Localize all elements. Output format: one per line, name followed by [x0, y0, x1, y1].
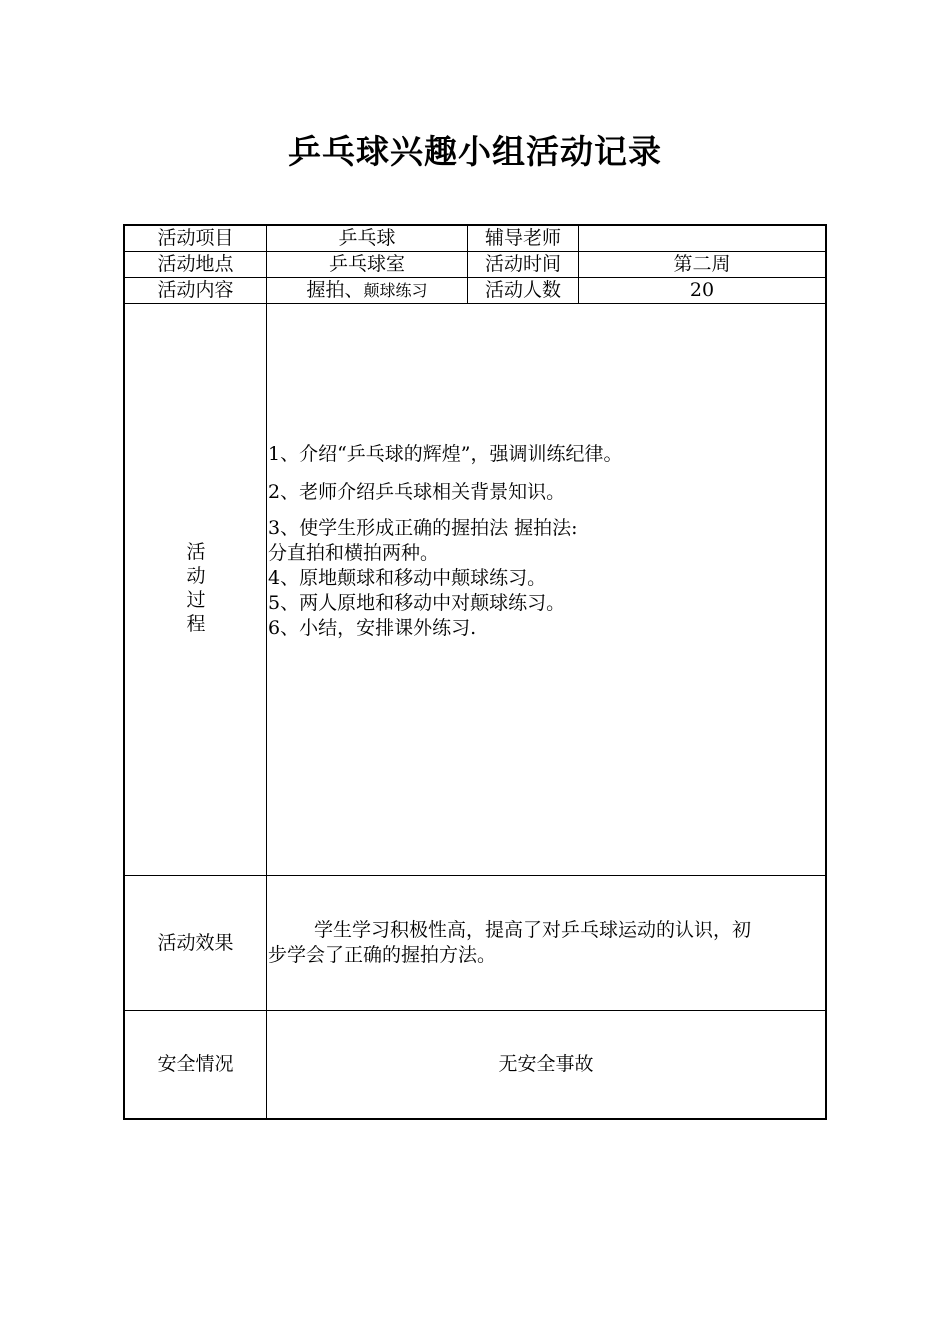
effect-line: 学生学习积极性高，提高了对乒乓球运动的认识，初 [314, 919, 752, 941]
process-line: 2、老师介绍乒乓球相关背景知识。 [268, 481, 566, 503]
count-value: 20 [689, 279, 715, 301]
row-divider [124, 303, 826, 304]
process-line: 6、小结，安排课外练习. [268, 617, 477, 639]
teacher-label: 辅导老师 [484, 227, 561, 249]
process-label-char: 程 [186, 613, 206, 635]
process-line: 5、两人原地和移动中对颠球练习。 [268, 592, 566, 614]
process-line: 分直拍和横拍两种。 [268, 542, 440, 564]
safety-value: 无安全事故 [498, 1053, 594, 1075]
process-label-char: 过 [186, 589, 206, 611]
effect-text [268, 918, 828, 968]
teacher-value [579, 226, 825, 251]
process-line: 1、介绍“乒乓球的辉煌”，强调训练纪律。 [268, 443, 623, 465]
column-divider [266, 225, 267, 1119]
project-value: 乒乓球 [338, 227, 396, 249]
location-value: 乒乓球室 [328, 253, 405, 275]
process-label [125, 540, 267, 636]
time-value: 第二周 [673, 253, 731, 275]
process-label-char: 动 [186, 565, 206, 587]
location-label: 活动地点 [157, 253, 234, 275]
page-title: 乒乓球兴趣小组活动记录 [288, 132, 662, 171]
content-value-small: 颠球练习 [363, 280, 428, 300]
process-line: 3、使学生形成正确的握拍法 握拍法: [268, 517, 578, 539]
effect-line: 步学会了正确的握拍方法。 [268, 944, 497, 966]
count-label: 活动人数 [484, 279, 561, 301]
process-label-char: 活 [186, 541, 206, 563]
project-label: 活动项目 [157, 227, 234, 249]
content-value [267, 278, 467, 303]
safety-label: 安全情况 [157, 1053, 234, 1075]
effect-label: 活动效果 [157, 931, 234, 954]
process-line: 4、原地颠球和移动中颠球练习。 [268, 567, 547, 589]
content-label: 活动内容 [157, 279, 234, 301]
time-label: 活动时间 [484, 253, 561, 275]
content-value-main: 握拍、 [306, 279, 364, 301]
